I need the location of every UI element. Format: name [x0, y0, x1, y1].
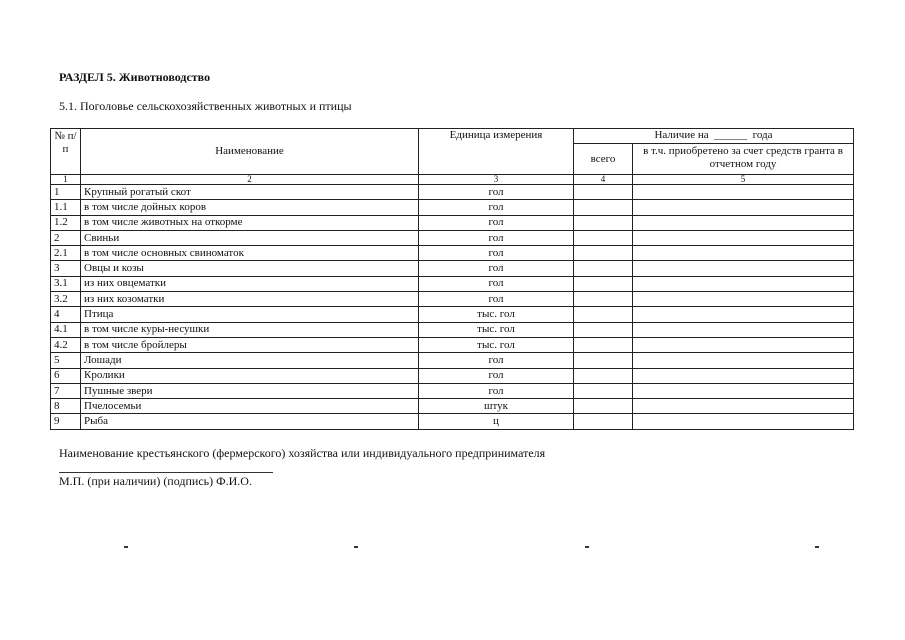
row-total-cell[interactable]: [574, 261, 633, 276]
row-grant-cell[interactable]: [633, 185, 854, 200]
row-unit-cell: гол: [419, 368, 574, 383]
livestock-table: [50, 128, 854, 430]
row-unit-cell: гол: [419, 292, 574, 307]
header-num: [51, 129, 81, 175]
row-grant-cell[interactable]: [633, 292, 854, 307]
row-num-cell: 9: [51, 414, 81, 429]
table-row: [51, 261, 854, 276]
row-num-cell: 4.1: [51, 322, 81, 337]
table-row: [51, 246, 854, 261]
row-grant-cell[interactable]: [633, 261, 854, 276]
table-row: [51, 353, 854, 368]
row-total-cell[interactable]: [574, 230, 633, 245]
row-name-cell: в том числе дойных коров: [81, 200, 419, 215]
row-num-cell: 4: [51, 307, 81, 322]
row-num-cell: 7: [51, 383, 81, 398]
row-name-cell: Овцы и козы: [81, 261, 419, 276]
row-unit-cell: штук: [419, 399, 574, 414]
row-num-cell: 1: [51, 185, 81, 200]
row-name-cell: в том числе основных свиноматок: [81, 246, 419, 261]
row-grant-cell[interactable]: [633, 215, 854, 230]
row-total-cell[interactable]: [574, 200, 633, 215]
signature-line: М.П. (при наличии) (подпись) Ф.И.О.: [59, 474, 252, 488]
row-grant-cell[interactable]: [633, 200, 854, 215]
row-grant-cell[interactable]: [633, 246, 854, 261]
row-total-cell[interactable]: [574, 276, 633, 291]
row-total-cell[interactable]: [574, 414, 633, 429]
header-availability-prefix: Наличие на: [654, 129, 709, 141]
scan-mark: [124, 546, 128, 548]
scan-mark: [815, 546, 819, 548]
row-grant-cell[interactable]: [633, 399, 854, 414]
row-name-cell: в том числе бройлеры: [81, 337, 419, 352]
row-grant-cell[interactable]: [633, 230, 854, 245]
row-total-cell[interactable]: [574, 246, 633, 261]
row-num-cell: 1.1: [51, 200, 81, 215]
header-name: [81, 129, 419, 175]
row-total-cell[interactable]: [574, 185, 633, 200]
header-name-label: Наименование: [215, 145, 284, 157]
row-total-cell[interactable]: [574, 368, 633, 383]
row-total-cell[interactable]: [574, 383, 633, 398]
row-num-cell: 6: [51, 368, 81, 383]
row-unit-cell: тыс. гол: [419, 307, 574, 322]
row-grant-cell[interactable]: [633, 368, 854, 383]
column-number-2: 2: [81, 175, 419, 185]
row-name-cell: Пчелосемьи: [81, 399, 419, 414]
row-total-cell[interactable]: [574, 399, 633, 414]
row-num-cell: 3: [51, 261, 81, 276]
row-total-cell[interactable]: [574, 337, 633, 352]
row-num-cell: 2.1: [51, 246, 81, 261]
table-row: [51, 307, 854, 322]
header-num-label: № п/п: [54, 130, 77, 155]
column-number-3: 3: [419, 175, 574, 185]
column-number-4: 4: [574, 175, 633, 185]
header-unit: [419, 129, 574, 175]
row-unit-cell: гол: [419, 215, 574, 230]
table-row: [51, 368, 854, 383]
row-unit-cell: ц: [419, 414, 574, 429]
table-row: [51, 383, 854, 398]
section-title: РАЗДЕЛ 5. Животноводство: [59, 70, 211, 84]
table-row: [51, 399, 854, 414]
table-header-row: [51, 129, 854, 144]
row-num-cell: 1.2: [51, 215, 81, 230]
row-unit-cell: гол: [419, 230, 574, 245]
row-num-cell: 4.2: [51, 337, 81, 352]
table-row: [51, 185, 854, 200]
row-total-cell[interactable]: [574, 215, 633, 230]
header-total: [574, 144, 633, 175]
row-name-cell: Свиньи: [81, 230, 419, 245]
row-num-cell: 2: [51, 230, 81, 245]
table-row: [51, 292, 854, 307]
row-name-cell: в том числе животных на откорме: [81, 215, 419, 230]
row-num-cell: 5: [51, 353, 81, 368]
row-unit-cell: гол: [419, 276, 574, 291]
row-num-cell: 8: [51, 399, 81, 414]
scan-mark: [354, 546, 358, 548]
row-name-cell: Крупный рогатый скот: [81, 185, 419, 200]
header-total-label: всего: [590, 152, 616, 165]
column-number-5: 5: [633, 175, 854, 185]
row-name-cell: из них козоматки: [81, 292, 419, 307]
row-name-cell: Лошади: [81, 353, 419, 368]
row-name-cell: Пушные звери: [81, 383, 419, 398]
table-row: [51, 322, 854, 337]
row-grant-cell[interactable]: [633, 383, 854, 398]
table-row: [51, 337, 854, 352]
row-num-cell: 3.2: [51, 292, 81, 307]
row-unit-cell: тыс. гол: [419, 322, 574, 337]
row-name-cell: из них овцематки: [81, 276, 419, 291]
row-total-cell[interactable]: [574, 307, 633, 322]
row-total-cell[interactable]: [574, 322, 633, 337]
header-unit-label: Единица измерения: [449, 129, 543, 141]
row-num-cell: 3.1: [51, 276, 81, 291]
row-unit-cell: гол: [419, 353, 574, 368]
table-row: [51, 230, 854, 245]
scan-mark: [585, 546, 589, 548]
header-grant-label: в т.ч. приобретено за счет средств гранта в отчетном году: [643, 145, 843, 171]
row-unit-cell: гол: [419, 200, 574, 215]
row-total-cell[interactable]: [574, 353, 633, 368]
row-total-cell[interactable]: [574, 292, 633, 307]
row-unit-cell: гол: [419, 246, 574, 261]
column-number-1: 1: [51, 175, 81, 185]
table-row: [51, 276, 854, 291]
row-grant-cell[interactable]: [633, 337, 854, 352]
row-name-cell: в том числе куры-несушки: [81, 322, 419, 337]
row-unit-cell: гол: [419, 185, 574, 200]
row-name-cell: Рыба: [81, 414, 419, 429]
row-unit-cell: гол: [419, 383, 574, 398]
table-row: [51, 414, 854, 429]
header-availability: [574, 129, 854, 144]
row-grant-cell[interactable]: [633, 353, 854, 368]
farm-name-label: Наименование крестьянского (фермерского) хозяйства или индивидуального предпринимателя: [59, 446, 546, 460]
row-grant-cell[interactable]: [633, 322, 854, 337]
row-grant-cell[interactable]: [633, 414, 854, 429]
row-grant-cell[interactable]: [633, 276, 854, 291]
subsection-title: 5.1. Поголовье сельскохозяйственных животных и птицы: [59, 99, 352, 113]
header-grant: [633, 144, 854, 175]
row-name-cell: Кролики: [81, 368, 419, 383]
row-unit-cell: гол: [419, 261, 574, 276]
row-name-cell: Птица: [81, 307, 419, 322]
table-row: [51, 200, 854, 215]
year-blank-field: ______: [714, 129, 748, 141]
column-number-row: [51, 175, 854, 185]
table-row: [51, 215, 854, 230]
header-availability-suffix: года: [752, 129, 773, 141]
row-grant-cell[interactable]: [633, 307, 854, 322]
farm-name-underline: [59, 472, 273, 473]
row-unit-cell: тыс. гол: [419, 337, 574, 352]
